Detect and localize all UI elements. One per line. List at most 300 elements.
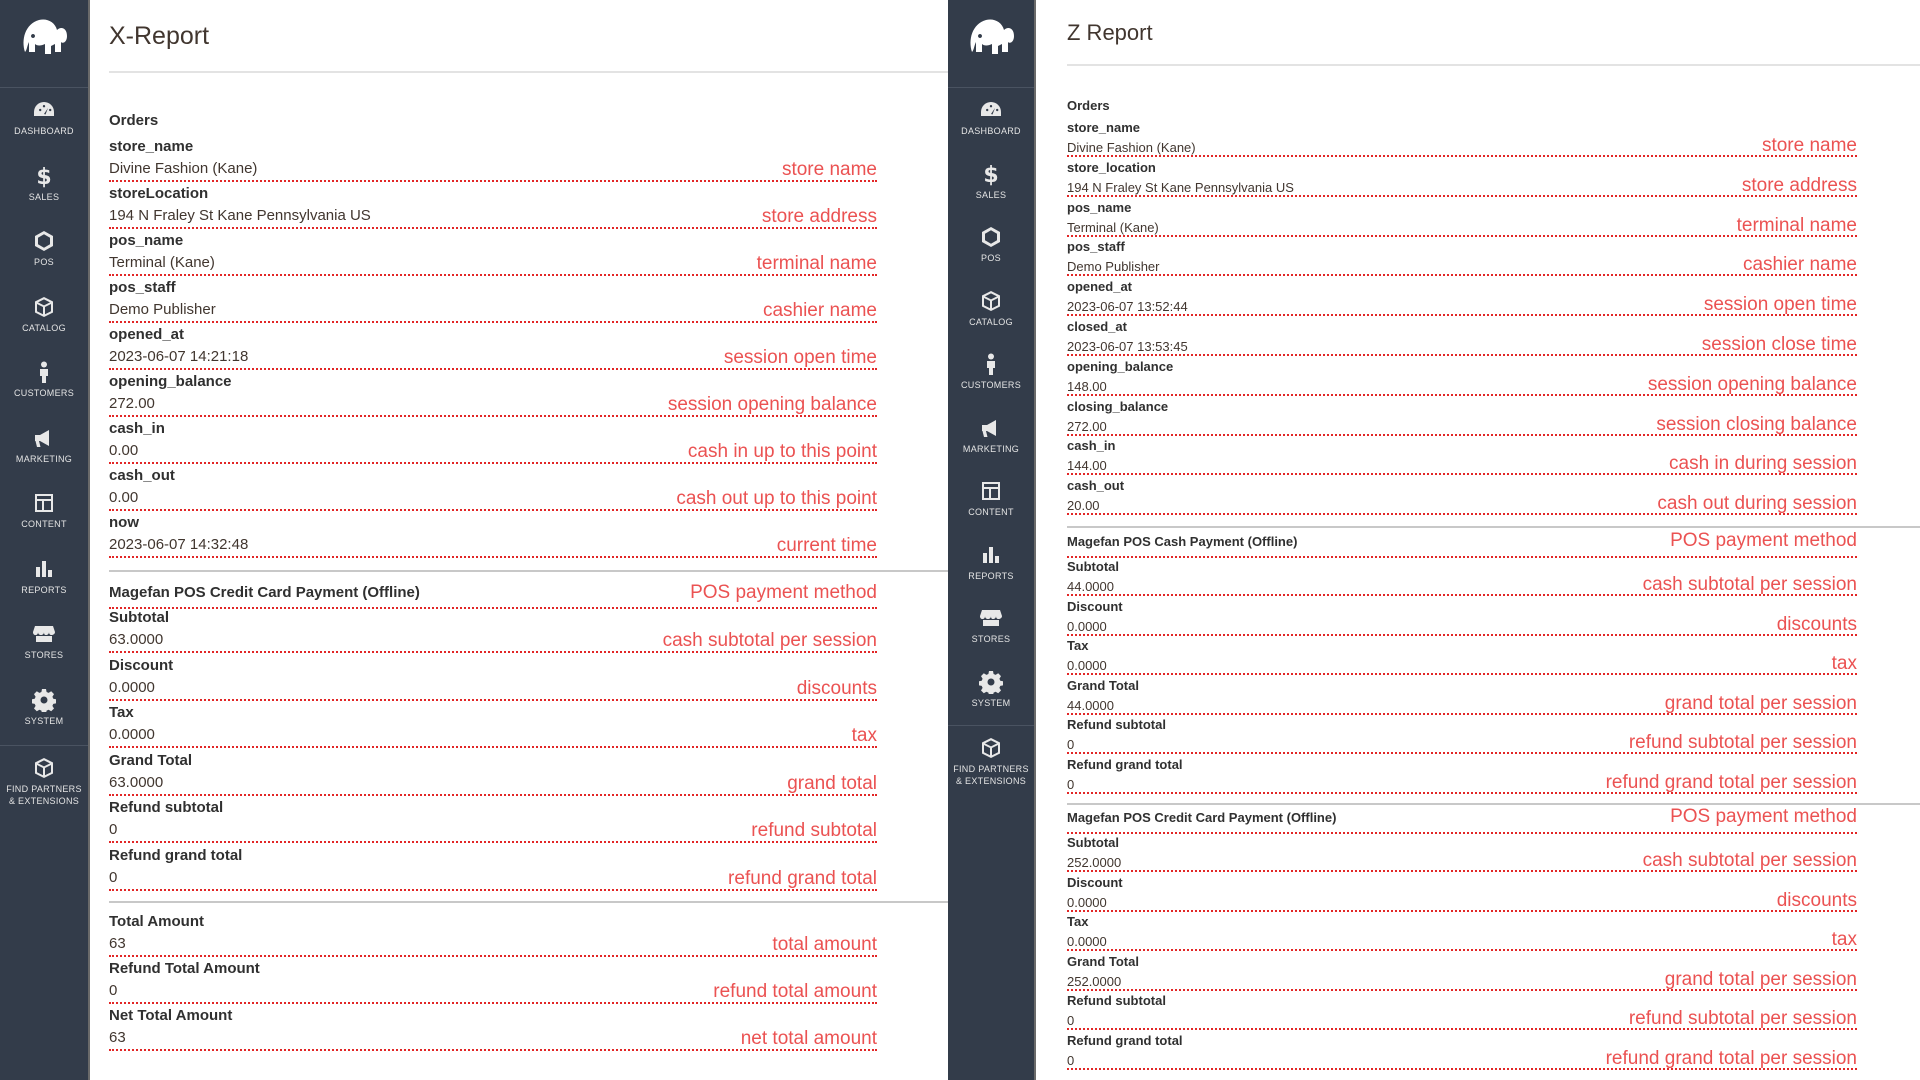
sidebar-item-label: CATALOG — [22, 322, 66, 333]
z-payment-method — [1067, 530, 1857, 559]
field-label: Tax — [1067, 914, 1089, 930]
field-label: storeLocation — [109, 185, 209, 202]
field-value: 0 — [109, 982, 118, 999]
field-annotation: refund subtotal — [751, 820, 877, 841]
sidebar-item-label: SYSTEM — [24, 715, 64, 726]
layout-icon — [979, 479, 1003, 503]
field-label: pos_name — [109, 232, 184, 249]
field-value: 63.0000 — [109, 631, 164, 648]
field-annotation: refund grand total — [728, 867, 877, 889]
dotted-underline — [1067, 1068, 1857, 1070]
admin-sidebar-right — [948, 0, 1036, 1080]
field-value: Divine Fashion (Kane) — [1067, 140, 1196, 155]
partners-cube-icon — [979, 736, 1003, 760]
partners-label-line2: & EXTENSIONS — [8, 796, 80, 806]
sidebar-item-sales[interactable] — [0, 164, 88, 203]
x-row-opening_balance — [109, 373, 877, 418]
x-row-pos_staff — [109, 279, 877, 324]
x-pay-row — [109, 847, 877, 892]
sidebar-item-label: CUSTOMERS — [13, 388, 75, 398]
field-label: Subtotal — [109, 609, 169, 626]
sidebar-item-label: SYSTEM — [971, 697, 1011, 708]
field-value: 44.0000 — [1067, 697, 1114, 713]
dotted-underline — [1067, 713, 1857, 715]
field-value: 2023-06-07 13:52:44 — [1067, 299, 1188, 315]
dotted-underline — [109, 509, 877, 511]
field-value: 272.00 — [1067, 418, 1107, 434]
field-value: 194 N Fraley St Kane Pennsylvania US — [109, 207, 371, 224]
dotted-underline — [1067, 155, 1857, 157]
field-value: Divine Fashion (Kane) — [109, 160, 258, 177]
field-value: 0.0000 — [1067, 934, 1107, 950]
hexagon-icon — [979, 225, 1003, 249]
dotted-underline — [109, 415, 877, 417]
dotted-underline — [1067, 195, 1857, 197]
field-annotation: cashier name — [762, 300, 877, 321]
field-value: 0.00 — [109, 489, 139, 506]
field-label: Tax — [109, 704, 134, 721]
field-label: pos_staff — [1067, 239, 1125, 255]
dotted-underline — [1067, 235, 1857, 237]
dotted-underline — [109, 368, 877, 370]
field-value: 2023-06-07 14:32:48 — [109, 536, 249, 553]
dashboard-icon — [32, 98, 56, 122]
x-row-storeLocation — [109, 185, 877, 230]
x-pay-row — [109, 609, 877, 654]
dotted-underline — [109, 746, 877, 748]
partners-label-line2: & EXTENSIONS — [955, 776, 1027, 786]
logo-container — [0, 12, 88, 88]
field-label: Subtotal — [1067, 835, 1119, 850]
field-value: 0.00 — [109, 442, 139, 459]
field-value: 63.0000 — [109, 773, 164, 791]
dotted-underline — [1067, 673, 1857, 675]
sidebar-item-content[interactable] — [948, 479, 1034, 518]
field-value: 0 — [109, 868, 118, 886]
field-annotation: total amount — [772, 934, 877, 955]
field-label: opening_balance — [109, 373, 232, 390]
sidebar-item-pos[interactable] — [0, 229, 88, 268]
field-annotation: store address — [1741, 174, 1857, 196]
logo-icon[interactable] — [964, 12, 1018, 60]
section-divider — [1067, 526, 1920, 528]
field-value: 20.00 — [1067, 498, 1100, 514]
dollar-icon — [32, 164, 56, 188]
dotted-underline — [1067, 989, 1857, 991]
field-annotation: cash subtotal per session — [1642, 574, 1857, 595]
x-total-row — [109, 960, 877, 1005]
dotted-underline — [109, 462, 877, 464]
z-row-pos_name — [1067, 200, 1857, 238]
sidebar-item-label: REPORTS — [968, 570, 1014, 581]
field-value: Terminal (Kane) — [1067, 219, 1159, 235]
person-icon — [979, 352, 1003, 376]
z-pay-row — [1067, 875, 1857, 913]
field-value: 2023-06-07 14:21:18 — [109, 348, 249, 365]
field-value: 194 N Fraley St Kane Pennsylvania US — [1067, 179, 1294, 195]
field-annotation: session open time — [723, 347, 877, 368]
field-label: Grand Total — [109, 751, 193, 769]
field-label: closed_at — [1067, 319, 1127, 334]
dotted-underline — [109, 227, 877, 229]
sidebar-item-label: CONTENT — [21, 519, 67, 529]
field-label: Refund grand total — [109, 846, 243, 864]
field-annotation: cash out during session — [1657, 493, 1857, 515]
z-pay-row — [1067, 638, 1857, 676]
dotted-underline — [109, 180, 877, 182]
field-annotation: refund grand total per session — [1605, 772, 1857, 793]
sidebar-item-stores[interactable] — [948, 606, 1034, 645]
field-value: 44.0000 — [1067, 579, 1114, 594]
gear-icon — [32, 688, 56, 712]
sidebar-item-marketing[interactable] — [948, 416, 1034, 455]
x-pay-row — [109, 752, 877, 797]
dotted-underline — [1067, 354, 1857, 356]
sidebar-item-label: CATALOG — [969, 316, 1013, 327]
sidebar-item-partners[interactable] — [948, 725, 1034, 787]
sidebar-item-customers[interactable] — [948, 352, 1034, 391]
field-value: 0 — [1067, 1013, 1075, 1029]
z-pay-row — [1067, 717, 1857, 755]
field-label: Net Total Amount — [109, 1007, 233, 1024]
dotted-underline — [1067, 314, 1857, 316]
field-label: Refund subtotal — [1067, 993, 1166, 1009]
dotted-underline — [1067, 513, 1857, 515]
sidebar-item-label: MARKETING — [962, 443, 1020, 454]
z-row-opening_balance — [1067, 359, 1857, 397]
sidebar-item-label: MARKETING — [15, 453, 73, 464]
field-annotation: POS payment method — [690, 582, 877, 603]
sidebar-item-dashboard[interactable] — [948, 98, 1034, 137]
field-label: cash_out — [1067, 478, 1125, 494]
field-label: Magefan POS Credit Card Payment (Offline) — [109, 584, 420, 601]
orders-heading-text: Orders — [109, 112, 159, 129]
field-value: 63 — [109, 1029, 126, 1046]
dotted-underline — [1067, 274, 1857, 276]
dotted-underline — [1067, 792, 1857, 794]
field-annotation: refund total amount — [713, 981, 877, 1002]
field-label: Discount — [109, 656, 174, 674]
dotted-underline — [109, 1002, 877, 1004]
field-value: 0 — [1067, 777, 1075, 792]
x-report-panel — [90, 0, 948, 1080]
sidebar-item-partners[interactable] — [0, 745, 88, 807]
field-annotation: grand total — [787, 772, 877, 794]
field-value: 2023-06-07 13:53:45 — [1067, 339, 1188, 354]
field-value: 148.00 — [1067, 378, 1107, 394]
dotted-underline — [1067, 949, 1857, 951]
z-pay-row — [1067, 599, 1857, 637]
x-pay-row — [109, 799, 877, 844]
field-annotation: refund subtotal per session — [1628, 1008, 1857, 1030]
field-annotation: session opening balance — [667, 394, 877, 415]
field-value: 272.00 — [109, 395, 155, 412]
sidebar-item-label: SALES — [975, 189, 1007, 200]
dotted-underline — [109, 794, 877, 796]
field-value: 63 — [109, 935, 126, 952]
x-row-now — [109, 514, 877, 559]
sidebar-item-reports[interactable] — [948, 543, 1034, 582]
field-annotation: terminal name — [1736, 214, 1857, 236]
field-label: store_location — [1067, 159, 1156, 175]
svg-text:$: $ — [983, 162, 999, 186]
field-annotation: store name — [1761, 135, 1857, 156]
field-label: opened_at — [109, 326, 185, 343]
field-value: Demo Publisher — [1067, 259, 1160, 275]
dashboard-icon — [979, 98, 1003, 122]
sidebar-item-label: DASHBOARD — [14, 126, 74, 136]
title-divider — [1067, 64, 1920, 66]
field-annotation: cash out up to this point — [676, 488, 877, 509]
field-annotation: session close time — [1701, 334, 1857, 355]
field-value: 0.0000 — [1067, 658, 1107, 674]
section-divider — [1067, 803, 1920, 805]
dotted-underline — [109, 274, 877, 276]
sidebar-item-sales[interactable] — [948, 162, 1034, 201]
field-value: 0.0000 — [1067, 894, 1107, 910]
field-label: opening_balance — [1067, 358, 1174, 374]
sidebar-item-reports[interactable] — [0, 557, 88, 596]
logo-container — [948, 12, 1034, 88]
field-label: Refund grand total — [1067, 757, 1183, 772]
z-pay-row — [1067, 954, 1857, 992]
field-value: 0 — [1067, 737, 1075, 753]
cube-icon — [979, 289, 1003, 313]
cube-icon — [32, 295, 56, 319]
dotted-underline — [1067, 870, 1857, 872]
sidebar-item-label: REPORTS — [21, 584, 67, 595]
sidebar-item-dashboard[interactable] — [0, 98, 88, 137]
field-label: Total Amount — [109, 913, 204, 930]
field-annotation: tax — [1831, 929, 1857, 951]
field-label: pos_name — [1067, 199, 1132, 215]
logo-icon[interactable] — [17, 12, 71, 60]
page-title: X-Report — [109, 22, 210, 50]
field-annotation: tax — [1831, 653, 1857, 675]
dotted-underline — [1067, 394, 1857, 396]
bar-chart-icon — [979, 543, 1003, 567]
x-pay-row — [109, 704, 877, 749]
field-annotation: discounts — [796, 677, 877, 699]
sidebar-item-customers[interactable] — [0, 360, 88, 399]
gear-icon — [979, 670, 1003, 694]
sidebar-item-label: SALES — [28, 191, 60, 202]
dotted-underline — [109, 651, 877, 653]
dotted-underline — [109, 889, 877, 891]
field-annotation: POS payment method — [1670, 530, 1857, 551]
field-value: 0.0000 — [1067, 618, 1107, 634]
z-pay-row — [1067, 914, 1857, 952]
dotted-underline — [1067, 594, 1857, 596]
x-row-store_name — [109, 138, 877, 183]
z-pay-row — [1067, 757, 1857, 795]
field-annotation: session closing balance — [1656, 413, 1857, 435]
field-label: closing_balance — [1067, 398, 1169, 414]
bar-chart-icon — [32, 557, 56, 581]
sidebar-item-catalog[interactable] — [948, 289, 1034, 328]
field-value: 252.0000 — [1067, 973, 1122, 989]
x-row-opened_at — [109, 326, 877, 371]
field-label: store_name — [1067, 120, 1140, 135]
field-label: Refund Total Amount — [109, 960, 260, 977]
partners-cube-icon — [32, 756, 56, 780]
x-total-row — [109, 1007, 877, 1052]
z-pay-row — [1067, 678, 1857, 716]
field-label: Refund subtotal — [109, 799, 224, 816]
dotted-underline — [109, 841, 877, 843]
field-annotation: cash in during session — [1669, 453, 1857, 475]
orders-heading-text: Orders — [1067, 98, 1110, 113]
sidebar-item-label: POS — [981, 253, 1001, 263]
field-annotation: cash subtotal per session — [1642, 850, 1857, 871]
field-label: Magefan POS Cash Payment (Offline) — [1067, 534, 1298, 549]
field-label: Refund grand total — [1067, 1033, 1183, 1048]
megaphone-icon — [979, 416, 1003, 440]
field-annotation: cash in up to this point — [687, 441, 877, 462]
sidebar-item-label: CONTENT — [968, 507, 1014, 517]
z-report-panel — [1036, 0, 1920, 1080]
sidebar-item-pos[interactable] — [948, 225, 1034, 264]
z-pay-row — [1067, 559, 1857, 597]
field-annotation: session open time — [1703, 294, 1857, 316]
field-annotation: store address — [761, 206, 877, 227]
field-annotation: discounts — [1776, 889, 1857, 911]
dotted-underline — [1067, 752, 1857, 754]
sidebar-item-stores[interactable] — [0, 622, 88, 661]
store-icon — [979, 606, 1003, 630]
field-annotation: terminal name — [756, 253, 877, 274]
field-label: Subtotal — [1067, 559, 1119, 574]
field-label: Grand Total — [1067, 953, 1139, 969]
field-label: store_name — [109, 138, 194, 155]
field-label: Discount — [1067, 874, 1123, 890]
dotted-underline — [109, 321, 877, 323]
field-value: 144.00 — [1067, 458, 1107, 474]
sidebar-item-label: CUSTOMERS — [960, 380, 1022, 390]
field-label: Discount — [1067, 598, 1123, 614]
field-value: 0 — [109, 821, 118, 838]
field-label: pos_staff — [109, 279, 176, 296]
z-row-store_name — [1067, 120, 1857, 158]
field-label: cash_out — [109, 467, 175, 484]
field-value: 0.0000 — [109, 678, 155, 696]
dollar-icon — [979, 162, 1003, 186]
dotted-underline — [109, 699, 877, 701]
svg-text:$: $ — [36, 164, 52, 188]
dotted-underline — [1067, 634, 1857, 636]
dotted-underline — [109, 955, 877, 957]
field-annotation: session opening balance — [1647, 373, 1857, 395]
dotted-underline — [1067, 832, 1857, 834]
field-value: 252.0000 — [1067, 855, 1122, 870]
x-pay-row — [109, 657, 877, 702]
store-icon — [32, 622, 56, 646]
field-annotation: refund grand total per session — [1605, 1048, 1857, 1069]
field-annotation: grand total per session — [1664, 692, 1857, 714]
field-annotation: current time — [776, 535, 877, 556]
z-row-cash_in — [1067, 438, 1857, 476]
field-annotation: grand total per session — [1664, 968, 1857, 990]
section-divider — [109, 901, 948, 903]
dotted-underline — [1067, 473, 1857, 475]
dotted-underline — [1067, 434, 1857, 436]
dotted-underline — [109, 1049, 877, 1051]
field-label: Tax — [1067, 638, 1089, 654]
field-label: now — [109, 514, 139, 531]
title-divider — [109, 71, 948, 73]
dotted-underline — [1067, 910, 1857, 912]
sidebar-item-system[interactable] — [0, 688, 88, 727]
sidebar-item-label: STORES — [24, 650, 64, 660]
field-value: Terminal (Kane) — [109, 254, 215, 271]
z-row-closing_balance — [1067, 399, 1857, 437]
orders-heading — [109, 112, 158, 129]
field-annotation: cashier name — [1742, 254, 1857, 276]
hexagon-icon — [32, 229, 56, 253]
field-annotation: net total amount — [740, 1028, 877, 1049]
field-annotation: refund subtotal per session — [1628, 732, 1857, 754]
sidebar-item-label: POS — [34, 257, 54, 267]
z-row-pos_staff — [1067, 239, 1857, 277]
field-label: Refund subtotal — [1067, 717, 1166, 733]
sidebar-item-content[interactable] — [0, 491, 88, 530]
z-pay-row — [1067, 835, 1857, 873]
section-divider — [109, 570, 948, 572]
field-annotation: discounts — [1776, 613, 1857, 635]
z-pay-row — [1067, 1033, 1857, 1071]
field-label: opened_at — [1067, 279, 1133, 295]
z-row-closed_at — [1067, 319, 1857, 357]
sidebar-item-catalog[interactable] — [0, 295, 88, 334]
sidebar-item-marketing[interactable] — [0, 426, 88, 465]
z-row-cash_out — [1067, 478, 1857, 516]
dotted-underline — [109, 556, 877, 558]
sidebar-item-system[interactable] — [948, 670, 1034, 709]
sidebar-item-label: STORES — [971, 634, 1011, 644]
field-value: 0.0000 — [109, 726, 155, 743]
field-label: Grand Total — [1067, 677, 1139, 693]
field-value: 0 — [1067, 1053, 1075, 1068]
field-value: Demo Publisher — [109, 301, 216, 318]
z-row-opened_at — [1067, 279, 1857, 317]
sidebar-item-label: DASHBOARD — [961, 126, 1021, 136]
field-label: cash_in — [1067, 438, 1116, 454]
x-row-cash_in — [109, 420, 877, 465]
field-annotation: POS payment method — [1670, 806, 1857, 827]
z-row-store_location — [1067, 160, 1857, 198]
partners-label-line1: FIND PARTNERS — [953, 764, 1029, 774]
x-row-pos_name — [109, 232, 877, 277]
admin-sidebar-left — [0, 0, 90, 1080]
x-total-row — [109, 913, 877, 958]
field-annotation: store name — [781, 159, 877, 180]
field-label: cash_in — [109, 420, 165, 437]
z-pay-row — [1067, 993, 1857, 1031]
x-payment-method — [109, 584, 877, 610]
field-annotation: tax — [851, 725, 877, 746]
orders-heading — [1067, 98, 1110, 113]
dotted-underline — [1067, 1028, 1857, 1030]
megaphone-icon — [32, 426, 56, 450]
z-payment-method — [1067, 806, 1857, 835]
partners-label-line1: FIND PARTNERS — [6, 784, 82, 794]
layout-icon — [32, 491, 56, 515]
page-title: Z Report — [1067, 20, 1153, 45]
field-label: Magefan POS Credit Card Payment (Offline) — [1067, 810, 1337, 825]
field-annotation: cash subtotal per session — [662, 630, 877, 651]
person-icon — [32, 360, 56, 384]
x-row-cash_out — [109, 467, 877, 512]
